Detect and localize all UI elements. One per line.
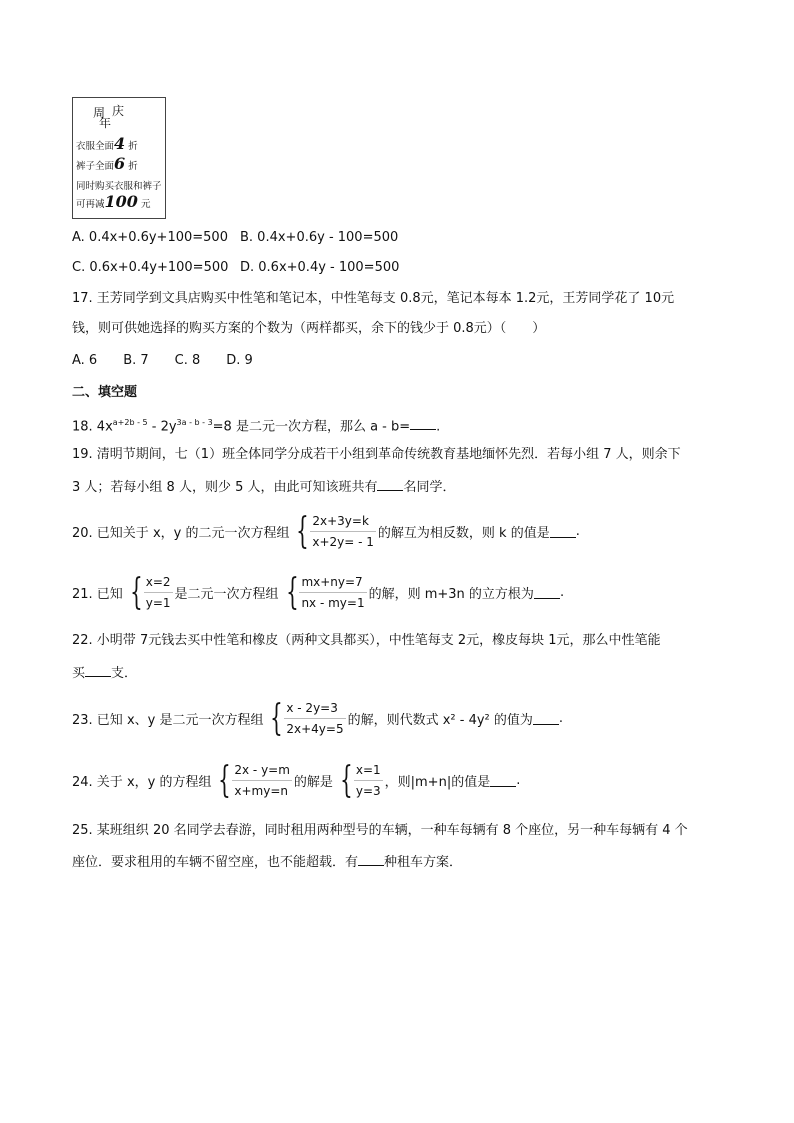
q23-equation-system: { x - 2y=3 2x+4y=5 (270, 697, 344, 739)
q24-solution: { x=1 y=3 (340, 759, 381, 801)
poster-line-discount: 可再减100 元 (76, 192, 151, 211)
q22-line2: 买 支． (72, 666, 138, 681)
q17-line1: 17. 王芳同学到文具店购买中性笔和笔记本，中性笔每支 0.8元，笔记本每本 1.2元，王芳同学花了 10元 (72, 291, 675, 306)
q19-line1: 19. 清明节期间，七（1）班全体同学分成若干小组到革命传统教育基地缅怀先烈．若每小组 7 人，则余下 (72, 447, 681, 462)
q18-answer-blank (410, 417, 436, 430)
poster-title-nian: 年 (99, 116, 112, 130)
q24-equation-system: { 2x - y=m x+my=n (218, 759, 290, 801)
q16-option-a: A. 0.4x+0.6y+100=500 (72, 230, 228, 245)
q20: 20. 已知关于 x，y 的二元一次方程组 { 2x+3y=k x+2y= - 1 的解互为相反数，则 k 的值是 . (72, 510, 580, 552)
q21-solution: { x=2 y=1 (129, 571, 171, 613)
q16-option-b: B. 0.4x+0.6y - 100=500 (240, 230, 399, 245)
poster-line-pants: 裤子全面6 折 (76, 154, 138, 173)
poster-title-zhou: 周 (93, 106, 106, 120)
q21-equation-system: { mx+ny=7 nx - my=1 (285, 571, 365, 613)
sale-poster (72, 97, 166, 219)
q25-line2: 座位．要求租用的车辆不留空座，也不能超载．有 种租车方案． (72, 855, 463, 870)
q17-line2: 钱，则可供她选择的购买方案的个数为（两样都买，余下的钱少于 0.8元）（ ） (72, 321, 546, 336)
q24-answer-blank (490, 774, 516, 787)
q18: 18. $4x^{a+2b - 5} - 2y^{3a - b - 3}=8$ 是二元一次方程，那么 a - b= . (72, 418, 441, 435)
section-fill-in-heading: 二、填空题 (72, 385, 138, 400)
q20-answer-blank (550, 525, 576, 538)
q16-option-c: C. 0.6x+0.4y+100=500 (72, 260, 229, 275)
q17-options: A. 6 B. 7 C. 8 D. 9 (72, 353, 253, 368)
q19-line2: 3 人；若每小组 8 人，则少 5 人，由此可知该班共有 名同学． (72, 480, 456, 495)
poster-title-qing: 庆 (112, 104, 125, 118)
q16-option-d: D. 0.6x+0.4y - 100=500 (240, 260, 400, 275)
q24: 24. 关于 x，y 的方程组 { 2x - y=m x+my=n 的解是 { x=1 y=3 ，则|m+n|的值是 . (72, 759, 521, 801)
q22-answer-blank (85, 664, 111, 677)
q21-answer-blank (534, 586, 560, 599)
poster-line-combo: 同时购买衣服和裤子 (76, 181, 162, 192)
q22-line1: 22. 小明带 7元钱去买中性笔和橡皮（两种文具都买），中性笔每支 2元，橡皮每块 1元，那么中性笔能 (72, 633, 661, 648)
q25-answer-blank (358, 853, 384, 866)
q23-answer-blank (533, 712, 559, 725)
q21: 21. 已知 { x=2 y=1 是二元一次方程组 { mx+ny=7 nx - my=1 的解，则 m+3n 的立方根为 . (72, 571, 565, 613)
q25-line1: 25. 某班组织 20 名同学去春游，同时租用两种型号的车辆，一种车每辆有 8 个座位，另一种车每辆有 4 个 (72, 823, 688, 838)
q20-equation-system: { 2x+3y=k x+2y= - 1 (296, 510, 374, 552)
q19-answer-blank (377, 478, 403, 491)
q23: 23. 已知 x、y 是二元一次方程组 { x - 2y=3 2x+4y=5 的解，则代数式 x² - 4y² 的值为 . (72, 697, 564, 739)
poster-line-clothes: 衣服全面4 折 (76, 134, 138, 153)
